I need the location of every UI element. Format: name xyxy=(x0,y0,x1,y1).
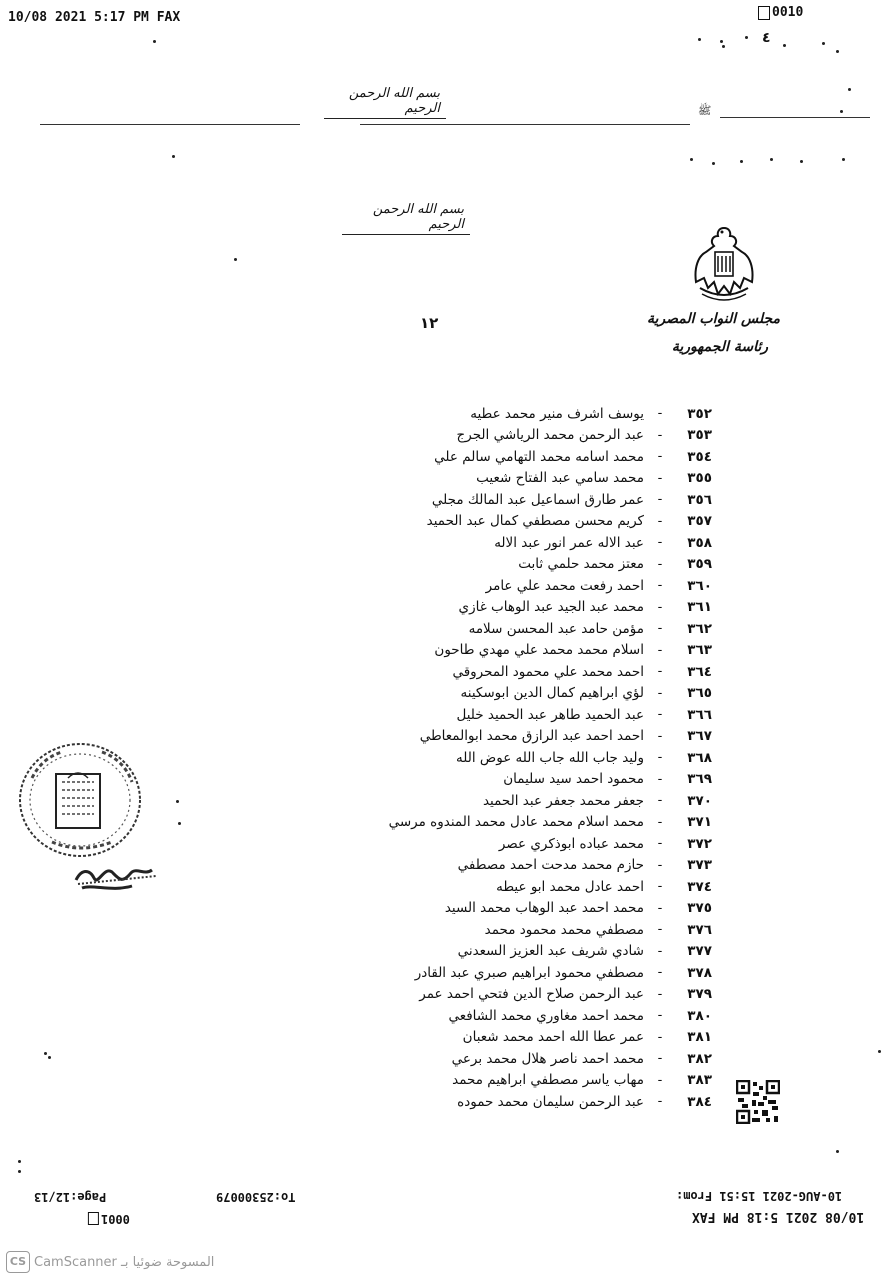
camscanner-text: المسوحة ضوئيا بـ CamScanner xyxy=(34,1254,215,1270)
list-item xyxy=(300,468,712,490)
fax-id-text: 0010 xyxy=(772,5,804,20)
list-item xyxy=(300,790,712,812)
list-item-number: ٣٦٧ xyxy=(687,728,712,745)
list-item-number: ٣٥٨ xyxy=(687,534,712,551)
list-item-number: ٣٨٢ xyxy=(687,1050,712,1067)
list-item-name: احمد احمد عبد الرازق محمد ابوالمعاطي xyxy=(419,728,644,745)
list-item xyxy=(300,855,712,877)
list-item-number: ٣٦٤ xyxy=(687,663,712,680)
list-item-number: ٣٦١ xyxy=(687,599,712,616)
list-item xyxy=(300,941,712,963)
list-item-number: ٣٨٠ xyxy=(687,1007,712,1024)
list-item-name: مصطفي محمود ابراهيم صبري عبد القادر xyxy=(414,964,644,981)
list-item-dash: - xyxy=(657,470,663,486)
list-item-name: شادي شريف عبد العزيز السعدني xyxy=(457,943,644,960)
list-item xyxy=(300,833,712,855)
list-item-name: عبد الرحمن سليمان محمد حموده xyxy=(457,1093,644,1110)
list-item-name: كريم محسن مصطفي كمال عبد الحميد xyxy=(426,513,644,530)
list-item xyxy=(300,962,712,984)
list-item xyxy=(300,704,712,726)
list-item-number: ٣٥٣ xyxy=(687,427,712,444)
list-item-name: اسلام محمد محمد علي مهدي طاحون xyxy=(434,642,644,659)
list-item-dash: - xyxy=(657,492,663,508)
list-item-dash: - xyxy=(657,1072,663,1088)
list-item-dash: - xyxy=(657,965,663,981)
list-item-number: ٣٧٣ xyxy=(687,857,712,874)
list-item-number: ٣٧٧ xyxy=(687,943,712,960)
emblem-title: مجلس النواب المصرية xyxy=(647,311,780,327)
list-item-number: ٣٥٤ xyxy=(687,448,712,465)
list-item-number: ٣٧٨ xyxy=(687,964,712,981)
list-item-dash: - xyxy=(657,1094,663,1110)
list-item-number: ٣٨١ xyxy=(687,1029,712,1046)
list-item-name: عبد الرحمن صلاح الدين فتحي احمد عمر xyxy=(419,986,644,1003)
footer-page: Page:12/13 xyxy=(34,1190,107,1204)
list-item-dash: - xyxy=(657,750,663,766)
list-item xyxy=(300,812,712,834)
list-item-dash: - xyxy=(657,685,663,701)
list-item-number: ٣٦٦ xyxy=(687,706,712,723)
list-item-name: احمد محمد علي محمود المحروقي xyxy=(452,663,644,680)
list-item xyxy=(300,1070,712,1092)
list-item-dash: - xyxy=(657,1029,663,1045)
list-item-number: ٣٦٨ xyxy=(687,749,712,766)
list-item-dash: - xyxy=(657,814,663,830)
list-item-name: عمر طارق اسماعيل عبد المالك مجلي xyxy=(431,491,644,508)
list-item-dash: - xyxy=(657,857,663,873)
camscanner-logo-icon: CS xyxy=(6,1251,30,1273)
list-item-number: ٣٨٣ xyxy=(687,1072,712,1089)
list-item-number: ٣٦٥ xyxy=(687,685,712,702)
list-item xyxy=(300,575,712,597)
list-item xyxy=(300,769,712,791)
footer-to: To:25300079 xyxy=(216,1190,296,1204)
footer-fax-id-text: 0001 xyxy=(101,1212,130,1226)
list-item-dash: - xyxy=(657,836,663,852)
list-item-dash: - xyxy=(657,513,663,529)
list-item-name: عبد الحميد طاهر عبد الحميد خليل xyxy=(456,706,644,723)
list-item-name: محمد عبد الجيد عبد الوهاب غازي xyxy=(458,599,644,616)
list-item-number: ٣٥٥ xyxy=(687,470,712,487)
list-item-name: لؤي ابراهيم كمال الدين ابوسكينه xyxy=(460,685,644,702)
list-item xyxy=(300,1091,712,1113)
list-item xyxy=(300,1005,712,1027)
list-item-name: محمد عباده ابوذكري عصر xyxy=(498,835,644,852)
list-item-dash: - xyxy=(657,771,663,787)
list-item-number: ٣٦٣ xyxy=(687,642,712,659)
list-item xyxy=(300,511,712,533)
list-item-dash: - xyxy=(657,922,663,938)
list-item-dash: - xyxy=(657,556,663,572)
list-item-name: محمد اسلام محمد عادل محمد المندوه مرسي xyxy=(388,814,644,831)
list-item xyxy=(300,489,712,511)
list-item xyxy=(300,597,712,619)
list-item-dash: - xyxy=(657,1008,663,1024)
list-item-dash: - xyxy=(657,793,663,809)
list-item-dash: - xyxy=(657,900,663,916)
list-item-name: يوسف اشرف منير محمد عطيه xyxy=(470,405,644,422)
list-item-dash: - xyxy=(657,1051,663,1067)
list-item-number: ٣٨٤ xyxy=(687,1093,712,1110)
list-item xyxy=(300,898,712,920)
list-item-number: ٣٧٤ xyxy=(687,878,712,895)
list-item-name: مصطفي محمد محمود محمد xyxy=(484,921,644,938)
list-item-dash: - xyxy=(657,642,663,658)
list-item-dash: - xyxy=(657,664,663,680)
list-item-name: معتز محمد حلمي ثابت xyxy=(518,556,644,573)
footer-from: 10-AUG-2021 15:51 From: xyxy=(676,1189,843,1203)
list-item-dash: - xyxy=(657,427,663,443)
list-item xyxy=(300,661,712,683)
list-item xyxy=(300,726,712,748)
list-item-name: محمود احمد سيد سليمان xyxy=(503,771,644,788)
list-item-dash: - xyxy=(657,986,663,1002)
list-item-number: ٣٧٩ xyxy=(687,986,712,1003)
emblem-subtitle: رئاسة الجمهورية xyxy=(671,339,768,355)
list-item-name: مؤمن حامد عبد المحسن سلامه xyxy=(468,620,644,637)
list-item-number: ٣٥٢ xyxy=(687,405,712,422)
official-seal-stamp xyxy=(12,738,152,862)
list-item xyxy=(300,919,712,941)
list-item xyxy=(300,403,712,425)
list-item-number: ٣٥٧ xyxy=(687,513,712,530)
fax-icon xyxy=(88,1213,99,1226)
list-item-number: ٣٦٠ xyxy=(687,577,712,594)
footer-fax-stamp: 10/08 2021 5:18 PM FAX xyxy=(692,1209,865,1224)
list-item-number: ٣٧٢ xyxy=(687,835,712,852)
list-item xyxy=(300,446,712,468)
list-item xyxy=(300,876,712,898)
list-item-number: ٣٧٥ xyxy=(687,900,712,917)
list-item-number: ٣٥٦ xyxy=(687,491,712,508)
list-item-name: مهاب ياسر مصطفي ابراهيم محمد xyxy=(452,1072,644,1089)
list-item xyxy=(300,425,712,447)
list-item-name: وليد جاب الله جاب الله عوض الله xyxy=(456,749,644,766)
list-item-name: احمد عادل محمد ابو عيطه xyxy=(496,878,644,895)
eagle-emblem-icon xyxy=(686,222,762,306)
list-item-dash: - xyxy=(657,707,663,723)
list-item xyxy=(300,554,712,576)
list-item-name: محمد احمد ناصر هلال محمد برعي xyxy=(451,1050,644,1067)
list-item-number: ٣٧٠ xyxy=(687,792,712,809)
list-item-number: ٣٦٩ xyxy=(687,771,712,788)
footer-fax-id xyxy=(88,1212,130,1226)
list-item xyxy=(300,1027,712,1049)
signature-scribble xyxy=(72,858,162,896)
list-item-name: عبد الرحمن محمد الرياشي الجرج xyxy=(456,427,644,444)
list-item-dash: - xyxy=(657,621,663,637)
page-number: ١٢ xyxy=(420,314,439,332)
list-item-name: حازم محمد مدحت احمد مصطفي xyxy=(457,857,644,874)
list-item-dash: - xyxy=(657,599,663,615)
list-item-name: جعفر محمد جعفر عبد الحميد xyxy=(482,792,644,809)
list-item-dash: - xyxy=(657,879,663,895)
list-item-name: محمد احمد مغاوري محمد الشافعي xyxy=(448,1007,644,1024)
list-item-name: عبد الاله عمر انور عبد الاله xyxy=(494,534,644,551)
list-item-number: ٣٥٩ xyxy=(687,556,712,573)
fax-id-header xyxy=(758,5,803,20)
handwritten-mark: ٤ xyxy=(762,30,771,46)
list-item xyxy=(300,747,712,769)
list-item-name: محمد سامي عبد الفتاح شعيب xyxy=(476,470,644,487)
names-list xyxy=(300,403,712,1113)
list-item-name: احمد رفعت محمد علي عامر xyxy=(485,577,644,594)
fax-icon xyxy=(758,6,770,20)
list-item-dash: - xyxy=(657,406,663,422)
list-item-number: ٣٦٢ xyxy=(687,620,712,637)
list-item xyxy=(300,640,712,662)
camscanner-watermark xyxy=(6,1251,214,1273)
list-item-dash: - xyxy=(657,578,663,594)
basmala-main: بسم الله الرحمن الرحيم xyxy=(342,202,470,235)
list-item-dash: - xyxy=(657,449,663,465)
list-item-number: ٣٧٦ xyxy=(687,921,712,938)
list-item-name: محمد احمد عبد الوهاب محمد السيد xyxy=(444,900,644,917)
list-item-name: محمد اسامه محمد التهامي سالم علي xyxy=(434,448,644,465)
list-item xyxy=(300,984,712,1006)
qr-code-icon xyxy=(736,1080,780,1124)
list-item-name: عمر عطا الله احمد محمد شعبان xyxy=(462,1029,644,1046)
list-item-number: ٣٧١ xyxy=(687,814,712,831)
list-item xyxy=(300,618,712,640)
list-item-dash: - xyxy=(657,535,663,551)
list-item-dash: - xyxy=(657,943,663,959)
list-item xyxy=(300,1048,712,1070)
fax-header-stamp: 10/08 2021 5:17 PM FAX xyxy=(8,10,181,25)
basmala-top: بسم الله الرحمن الرحيم xyxy=(324,86,446,119)
list-item xyxy=(300,532,712,554)
list-item-dash: - xyxy=(657,728,663,744)
list-item xyxy=(300,683,712,705)
